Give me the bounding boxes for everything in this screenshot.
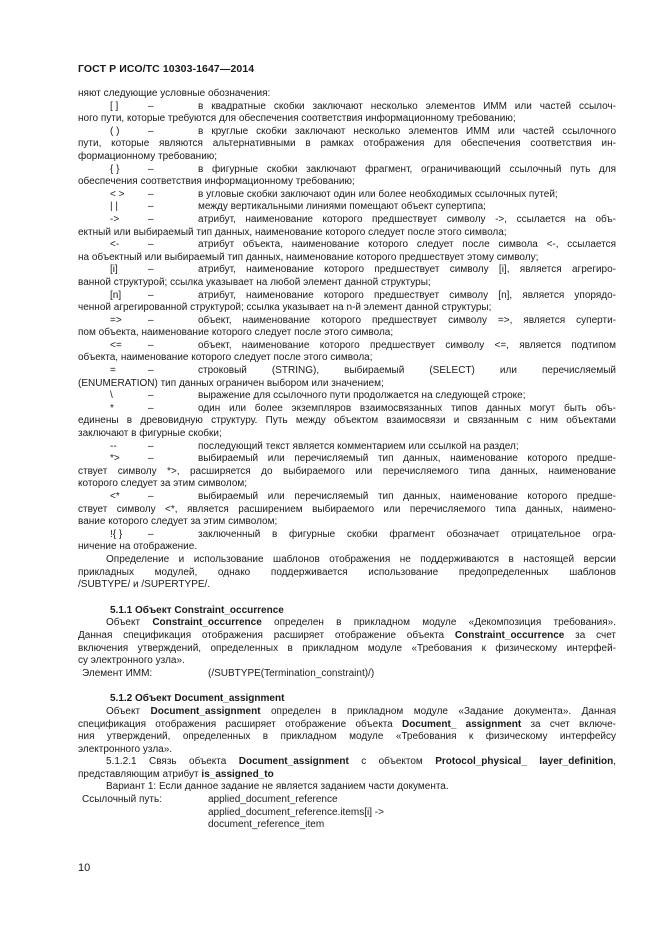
ref-path-row — [78, 819, 616, 832]
symbol-description: единены в древовидную структуру. Путь между объектом взаимосвязи и связанным с ним объектами — [78, 415, 616, 427]
section-heading: 5.1.2 Объект Document_assignment — [110, 693, 285, 705]
symbol-glyph: { } — [110, 163, 120, 175]
symbol-description: пути, которые являются альтернативными в рамках отображения для обеспечения соответствия ин- — [78, 138, 616, 150]
symbol-row — [78, 126, 616, 139]
symbol-row-continuation — [78, 277, 616, 290]
symbol-glyph: < > — [110, 188, 125, 200]
symbol-glyph: <* — [110, 491, 120, 502]
symbol-row-continuation — [78, 176, 616, 189]
symbol-row-continuation — [78, 352, 616, 365]
symbol-description: атрибут, наименование которого предшествует символу [n], является упорядо- — [198, 289, 616, 301]
para-line: Объект Constraint_occurrence определен в прикладном модуле «Декомпозиция требования». — [106, 617, 616, 629]
variant-line: Вариант 1: Если данное задание не является заданием части документа. — [106, 781, 449, 793]
symbol-glyph: => — [110, 314, 122, 326]
symbol-glyph: [ ] — [110, 100, 119, 112]
ref-path-value: document_reference_item — [208, 819, 325, 831]
symbol-dash: – — [148, 314, 154, 326]
symbol-description: ектный или выбираемый тип данных, наименование которого следует после этого символа; — [78, 226, 507, 238]
symbol-dash: – — [148, 188, 154, 200]
symbol-row — [78, 453, 616, 466]
symbol-row-continuation — [78, 415, 616, 428]
symbol-dash: – — [148, 201, 154, 213]
subsection-heading: 5.1.2.1 Связь объекта Document_assignment с объектом Protocol_physical_ layer_definition, — [106, 756, 616, 768]
symbol-row — [78, 264, 616, 277]
symbol-glyph: [n] — [110, 289, 122, 301]
symbol-row — [78, 441, 616, 454]
symbol-dash: – — [148, 390, 154, 402]
symbol-glyph: -- — [110, 440, 117, 452]
symbol-row — [78, 365, 616, 378]
symbol-glyph: = — [110, 365, 116, 377]
symbol-description: последующий текст является комментарием или ссылкой на раздел; — [198, 440, 519, 452]
symbol-dash: – — [148, 289, 154, 301]
para-line: прикладных модулей, однако поддерживается использование предопределенных шаблонов — [78, 566, 616, 578]
para-line: спецификация отображения расширяет отображение объекта Document_ assignment за счет включе- — [78, 718, 616, 730]
para-line: су электронного узла». — [78, 655, 185, 667]
element-label: Элемент ИММ: — [82, 667, 153, 679]
symbol-row — [78, 214, 616, 227]
symbol-row-continuation — [78, 466, 616, 479]
symbol-description: выбираемый или перечисляемый тип данных, наименование которого предше- — [198, 453, 616, 465]
symbol-description: ничение на отображение. — [78, 541, 198, 553]
symbol-glyph: <= — [110, 339, 122, 351]
symbol-row-continuation — [78, 138, 616, 151]
symbol-row-continuation — [78, 516, 616, 529]
symbol-glyph: [i] — [110, 264, 118, 276]
symbol-row — [78, 189, 616, 202]
element-value: (/SUBTYPE(Termination_constraint)/) — [208, 667, 375, 679]
ref-path-value: applied_document_reference — [208, 794, 338, 806]
symbol-row-continuation — [78, 252, 616, 265]
symbol-description: ного пути, которые требуются для обеспечения соответствия информационному требованию; — [78, 113, 516, 125]
section-heading: 5.1.1 Объект Constraint_occurrence — [110, 604, 284, 616]
symbol-description: атрибут, наименование которого предшествует символу [i], является агрегиро- — [198, 264, 616, 276]
page-number: 10 — [78, 862, 91, 874]
ref-path-label: Ссылочный путь: — [82, 794, 162, 806]
symbol-glyph: *> — [110, 453, 120, 465]
symbol-row-continuation — [78, 302, 616, 315]
symbol-row-continuation — [78, 541, 616, 554]
symbol-description: в квадратные скобки заключают несколько элементов ИММ или частей ссылоч- — [198, 100, 616, 112]
symbol-description: между вертикальными линиями помещают объект супертипа; — [198, 201, 486, 213]
symbol-dash: – — [148, 453, 154, 465]
symbol-glyph: -> — [110, 213, 120, 225]
intro-line: няют следующие условные обозначения: — [78, 88, 271, 99]
symbol-row-continuation — [78, 428, 616, 441]
element-row — [78, 668, 616, 681]
para-line: /SUBTYPE/ и /SUPERTYPE/. — [78, 579, 211, 591]
symbol-description: выражение для ссылочного пути продолжается на следующей строке; — [198, 390, 526, 402]
ref-path-value: applied_document_reference.items[i] -> — [208, 806, 384, 818]
symbol-dash: – — [148, 163, 154, 175]
ref-path-row — [78, 794, 616, 807]
symbol-description: объект, наименование которого предшествует символу <=, является подтипом — [198, 339, 616, 351]
symbol-row-continuation — [78, 378, 616, 391]
symbol-row — [78, 290, 616, 303]
symbol-dash: – — [148, 125, 154, 137]
symbol-row — [78, 201, 616, 214]
ref-path-row — [78, 807, 616, 820]
symbol-glyph: !{ } — [110, 528, 123, 540]
symbol-dash: – — [148, 264, 154, 276]
symbol-dash: – — [148, 528, 154, 540]
symbol-row-continuation — [78, 151, 616, 164]
symbol-description: (ENUMERATION) тип данных ограничен выбором или значением; — [78, 377, 384, 389]
symbol-dash: – — [148, 440, 154, 452]
symbol-dash: – — [148, 491, 154, 502]
symbol-glyph: | | — [110, 201, 118, 213]
symbol-description: формационному требованию; — [78, 150, 218, 162]
symbol-list — [78, 101, 616, 554]
symbol-description: обеспечения соответствия информационному требованию; — [78, 176, 355, 188]
symbol-row — [78, 101, 616, 114]
symbol-description: объекта, наименование которого следует после этого символа; — [78, 352, 373, 364]
symbol-description: в фигурные скобки заключают фрагмент, ограничивающий ссылочный путь для — [198, 163, 616, 175]
symbol-row — [78, 239, 616, 252]
symbol-row — [78, 390, 616, 403]
para-line: Определение и использование шаблонов отображения не поддерживаются в настоящей версии — [106, 553, 616, 565]
page-body — [78, 88, 616, 832]
symbol-description: в круглые скобки заключают несколько элементов ИММ или частей ссылочного — [198, 125, 616, 137]
symbol-row-continuation — [78, 504, 616, 517]
symbol-dash: – — [148, 339, 154, 351]
subsection-heading: представляющим атрибут is_assigned_to — [78, 768, 274, 780]
symbol-description: ствует символу *>, расширяется до выбираемого или перечисляемого типа данных, наименование — [78, 465, 616, 477]
symbol-row — [78, 491, 616, 504]
symbol-description: заключенный в фигурные скобки фрагмент обозначает отрицательное огра- — [198, 528, 616, 540]
symbol-dash: – — [148, 365, 154, 377]
symbol-description: ченной агрегированной структурой; ссылка указывает на n-й элемент данной структуры; — [78, 302, 492, 314]
symbol-description: объект, наименование которого предшествует символу =>, является суперти- — [198, 314, 616, 326]
para-line: электронного узла». — [78, 743, 173, 755]
symbol-dash: – — [148, 100, 154, 112]
symbol-row-continuation — [78, 113, 616, 126]
symbol-row — [78, 403, 616, 416]
symbol-row-continuation — [78, 227, 616, 240]
symbol-description: заключают в фигурные скобки; — [78, 428, 222, 440]
symbol-description: в угловые скобки заключают один или более необходимых ссылочных путей; — [198, 188, 558, 200]
symbol-description: строковый (STRING), выбираемый (SELECT) или перечисляемый — [198, 365, 616, 377]
symbol-row-continuation — [78, 327, 616, 340]
symbol-description: пом объекта, наименование которого следует после этого символа; — [78, 327, 394, 339]
symbol-description: выбираемый или перечисляемый тип данных, наименование которого предше- — [198, 491, 616, 502]
symbol-description: которого следует за этим символом; — [78, 478, 248, 490]
symbol-row-continuation — [78, 478, 616, 491]
symbol-row — [78, 164, 616, 177]
symbol-dash: – — [148, 213, 154, 225]
symbol-row — [78, 315, 616, 328]
symbol-glyph: * — [110, 402, 114, 414]
running-header: ГОСТ Р ИСО/ТС 10303-1647—2014 — [78, 63, 255, 75]
symbol-glyph: <- — [110, 239, 120, 251]
symbol-description: атрибут, наименование которого предшествует символу ->, ссылается на объ- — [198, 213, 616, 225]
symbol-row — [78, 340, 616, 353]
symbol-dash: – — [148, 402, 154, 414]
symbol-description: вание которого следует за этим символом; — [78, 516, 278, 528]
symbol-glyph: ( ) — [110, 125, 120, 137]
para-line: ния утверждений, определенных в прикладном модуле «Требования к физическому интерфейсу — [78, 731, 616, 743]
symbol-description: атрибут объекта, наименование которого следует после символа <-, ссылается — [198, 239, 616, 251]
para-line: Данная спецификация отображения расширяет отображение объекта Constraint_occurrence за счет — [78, 629, 616, 641]
symbol-glyph: \ — [110, 390, 113, 402]
symbol-description: один или более экземпляров взаимосвязанных типов данных могут быть объ- — [198, 402, 616, 414]
symbol-dash: – — [148, 239, 154, 251]
symbol-row — [78, 529, 616, 542]
symbol-description: ствует символу <*, является расширением выбираемого или перечисляемого типа данных, наимено- — [78, 503, 616, 515]
para-line: включения утверждений, определенных в прикладном модуле «Требования к физическому интерфей- — [78, 642, 616, 654]
symbol-description: на объектный или выбираемый тип данных, наименование которого предшествует этому символу; — [78, 251, 539, 263]
symbol-description: ванной структурой; ссылка указывает на любой элемент данной структуры; — [78, 276, 431, 288]
para-line: Объект Document_assignment определен в прикладном модуле «Задание документа». Данная — [106, 705, 616, 717]
